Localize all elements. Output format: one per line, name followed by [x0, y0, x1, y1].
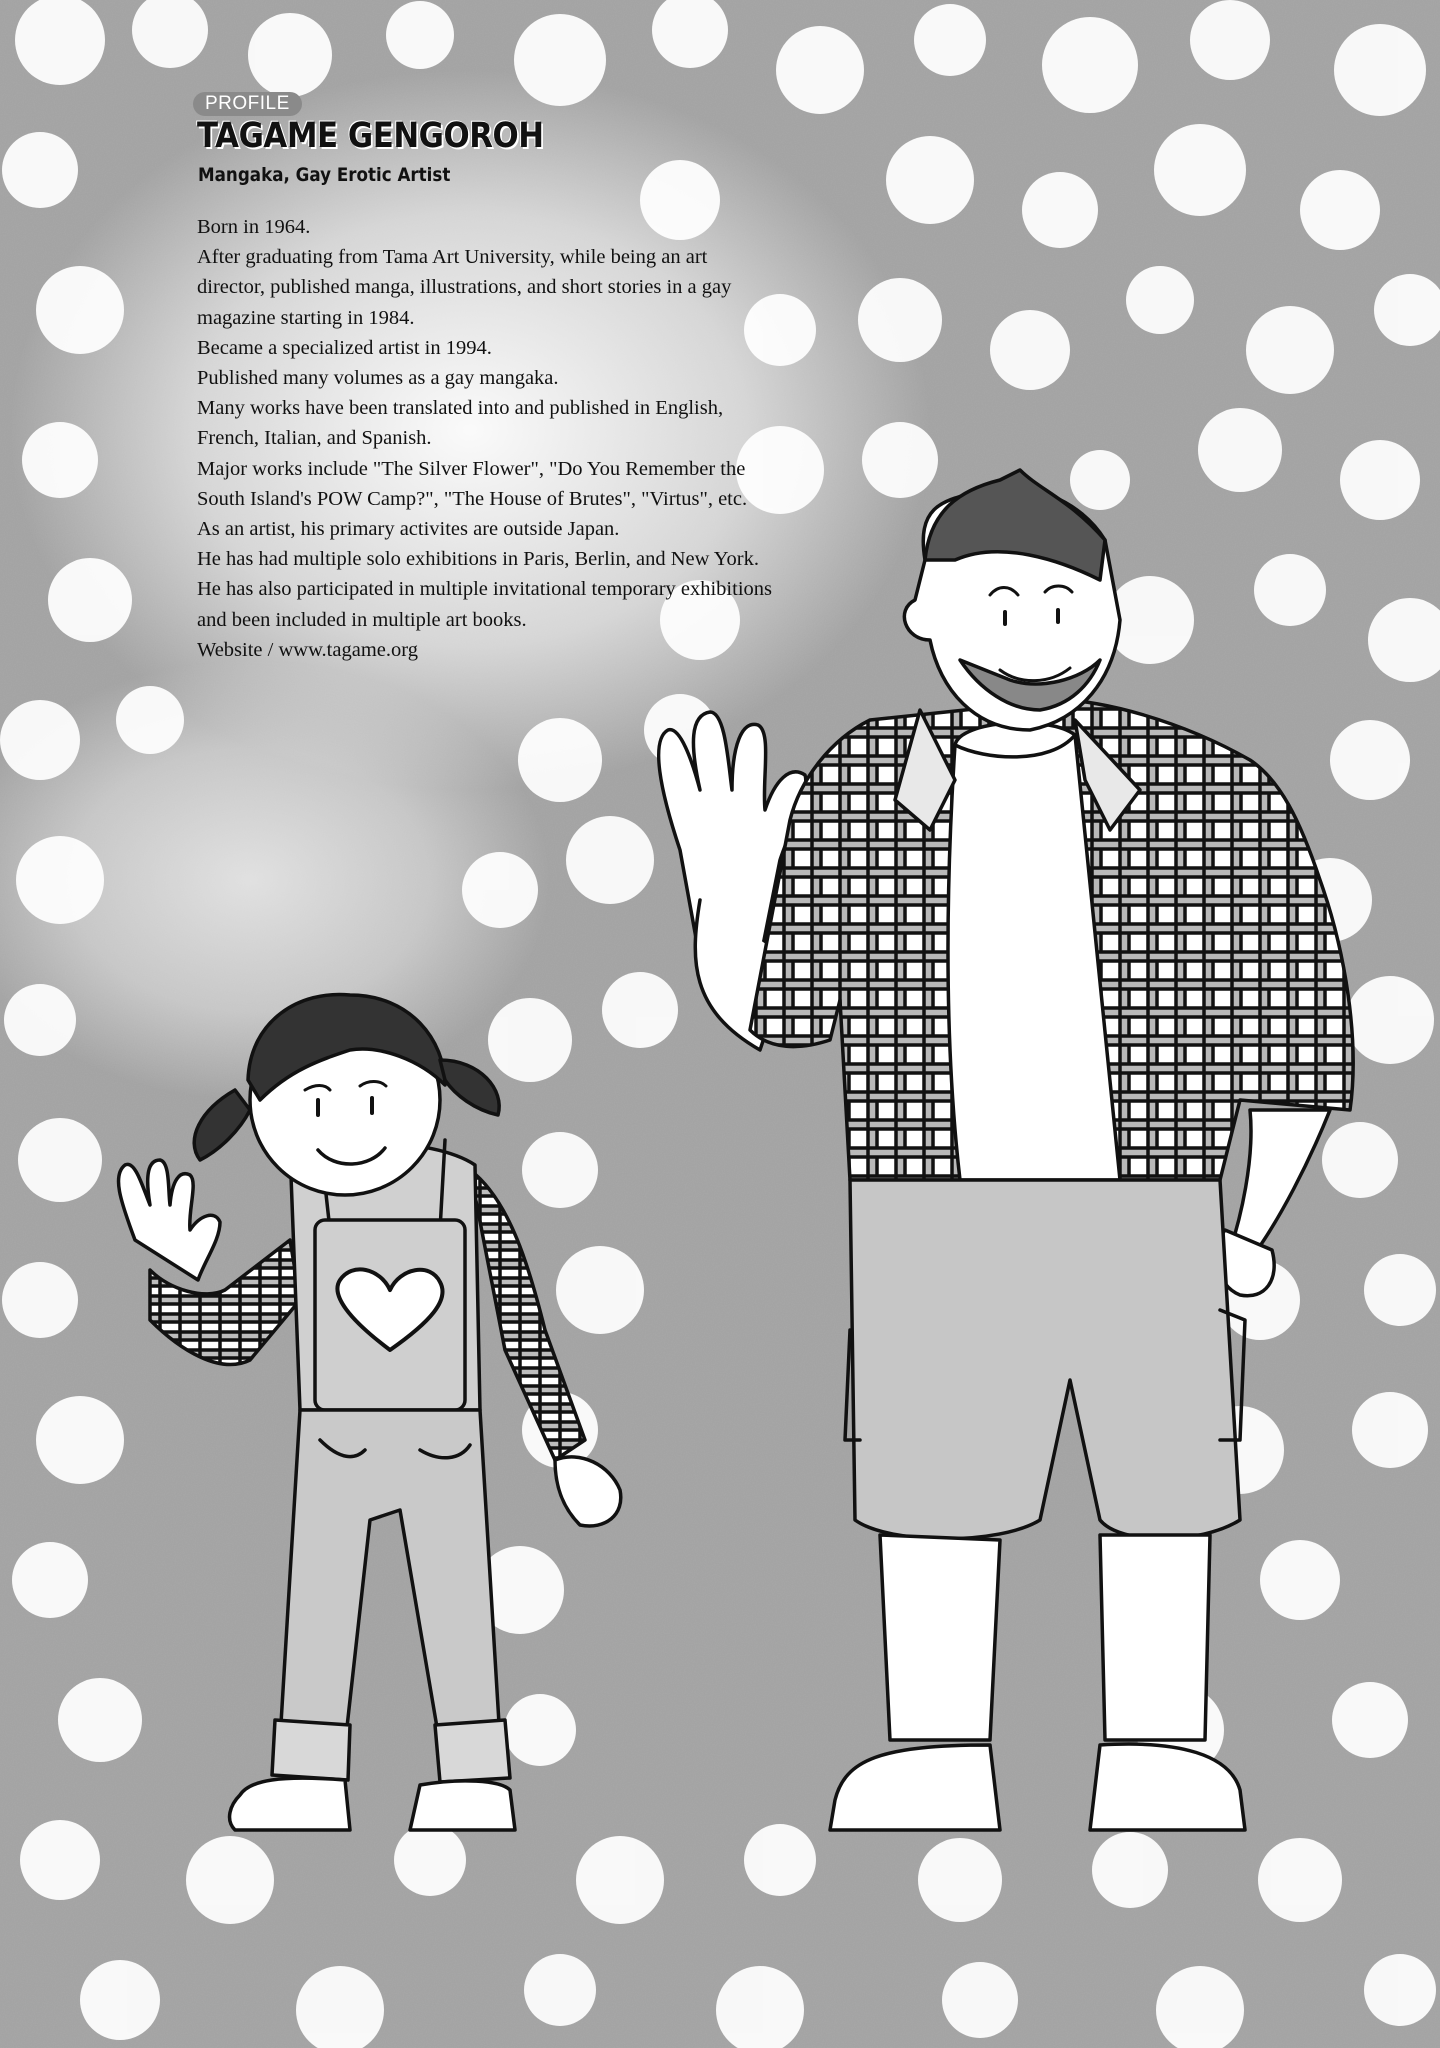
artist-role: Mangaka, Gay Erotic Artist: [198, 164, 451, 186]
bio-website[interactable]: Website / www.tagame.org: [197, 638, 418, 661]
bio-line: Many works have been translated into and published in English, French, Italian, and Spanish.: [197, 397, 724, 450]
bio-line: Born in 1964.: [197, 216, 311, 238]
artist-bio: [197, 212, 777, 665]
bio-line: Published many volumes as a gay mangaka.: [197, 367, 559, 390]
waving-girl-overalls-illustration: [118, 994, 620, 1830]
bio-line: He has had multiple solo exhibitions in Paris, Berlin, and New York.: [197, 548, 759, 571]
bio-line: Major works include "The Silver Flower", "Do You Remember the South Island's POW Camp?", "The House of Brutes", "Virtus", etc.: [197, 457, 748, 510]
artist-name: TAGAME GENGOROH: [197, 116, 544, 156]
bio-line: As an artist, his primary activites are outside Japan.: [197, 518, 620, 541]
waving-man-plaid-shirt-illustration: [659, 470, 1354, 1830]
bio-line: Became a specialized artist in 1994.: [197, 336, 492, 359]
bio-line: After graduating from Tama Art University, while being an art director, published manga, illustrations, and short stories in a gay magazine starting in 1984.: [197, 246, 732, 329]
profile-tag: PROFILE: [193, 92, 302, 116]
bio-line: He has also participated in multiple invitational temporary exhibitions and been included in multiple art books.: [197, 578, 773, 631]
